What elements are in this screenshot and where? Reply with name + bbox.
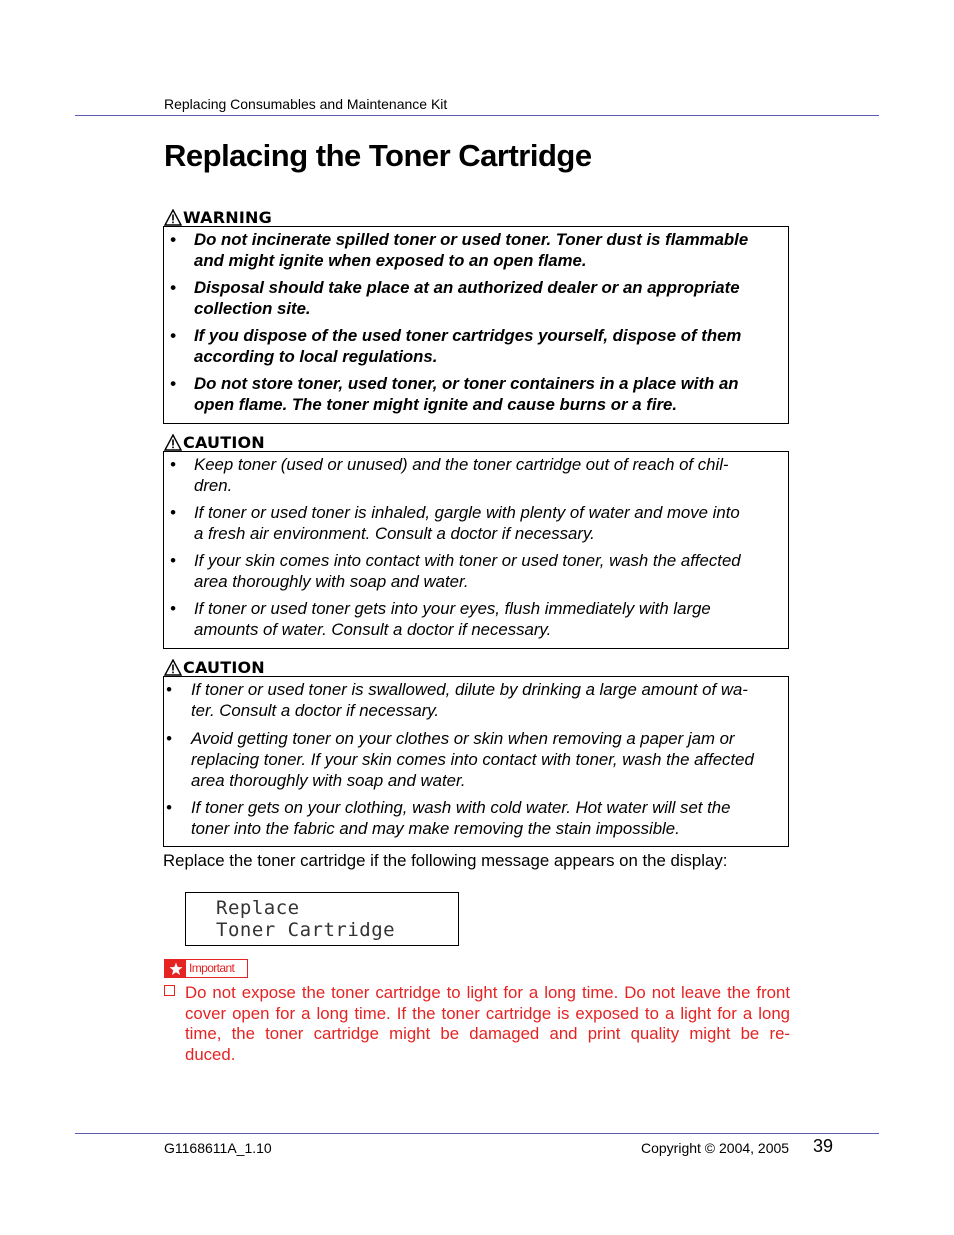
list-item — [166, 679, 748, 721]
bullet: • — [170, 599, 176, 618]
list-item-line: If you dispose of the used toner cartridges yourself, dispose of them — [194, 326, 742, 345]
warning-label — [164, 207, 272, 227]
list-item — [170, 550, 741, 592]
bullet: • — [166, 798, 172, 817]
star-icon — [165, 960, 186, 977]
list-item-line: Avoid getting toner on your clothes or skin when removing a paper jam or — [191, 729, 735, 748]
list-item-line: Do not incinerate spilled toner or used toner. Toner dust is flammable — [194, 230, 749, 249]
copyright: Copyright © 2004, 2005 — [641, 1140, 790, 1156]
caution-label — [164, 657, 265, 677]
bullet: • — [170, 326, 176, 345]
warning-box — [163, 226, 789, 424]
checkbox-icon — [164, 985, 175, 996]
list-item — [170, 325, 741, 367]
important-line: duced. — [185, 1044, 236, 1064]
caution-label-text: CAUTION — [183, 432, 265, 452]
bullet: • — [170, 503, 176, 522]
important-line: time, the toner cartridge might be damaged and print quality might be re- — [185, 1024, 790, 1043]
list-item-line: If toner gets on your clothing, wash with cold water. Hot water will set the — [191, 798, 731, 817]
caution-box — [163, 451, 789, 649]
bullet: • — [170, 551, 176, 570]
bullet: • — [170, 278, 176, 297]
header-rule — [75, 115, 879, 116]
list-item — [170, 502, 740, 544]
doc-id: G1168611A_1.10 — [164, 1140, 272, 1156]
important-badge — [164, 959, 248, 978]
list-item-line: a fresh air environment. Consult a doctor if necessary. — [194, 524, 595, 543]
caution-label — [164, 432, 265, 452]
warning-triangle-icon — [164, 659, 182, 676]
list-item-line: replacing toner. If your skin comes into contact with toner, wash the affected — [191, 750, 754, 769]
list-item-line: amounts of water. Consult a doctor if necessary. — [194, 620, 552, 639]
important-line: cover open for a long time. If the toner cartridge is exposed to a light for a long — [185, 1003, 790, 1023]
list-item — [170, 454, 729, 496]
list-item-line: dren. — [194, 476, 233, 495]
list-item — [170, 277, 740, 319]
bullet: • — [170, 230, 176, 249]
list-item — [166, 797, 730, 839]
caution-label-text: CAUTION — [183, 657, 265, 677]
important-line: Do not expose the toner cartridge to light for a long time. Do not leave the front — [185, 983, 790, 1002]
important-note — [185, 983, 790, 1065]
list-item-line: area thoroughly with soap and water. — [194, 572, 469, 591]
warning-triangle-icon — [164, 209, 182, 226]
list-item-line: and might ignite when exposed to an open flame. — [194, 251, 587, 270]
warning-triangle-icon — [164, 434, 182, 451]
display-line: Replace — [216, 897, 300, 919]
list-item-line: Do not store toner, used toner, or toner containers in a place with an — [194, 374, 739, 393]
list-item-line: Keep toner (used or unused) and the toner cartridge out of reach of chil- — [194, 455, 729, 474]
running-head: Replacing Consumables and Maintenance Kit — [164, 96, 448, 112]
list-item-line: toner into the fabric and may make removing the stain impossible. — [191, 819, 680, 838]
caution-box — [163, 676, 789, 847]
list-item-line: If toner or used toner is inhaled, gargle with plenty of water and move into — [194, 503, 740, 522]
list-item-line: open flame. The toner might ignite and cause burns or a fire. — [194, 395, 678, 414]
display-line: Toner Cartridge — [216, 919, 396, 941]
page-number: 39 — [813, 1136, 834, 1156]
important-label: Important — [189, 961, 235, 975]
list-item — [170, 229, 748, 271]
footer-rule — [75, 1133, 879, 1134]
bullet: • — [170, 455, 176, 474]
page-title: Replacing the Toner Cartridge — [164, 138, 592, 173]
list-item-line: If your skin comes into contact with toner or used toner, wash the affected — [194, 551, 741, 570]
list-item-line: ter. Consult a doctor if necessary. — [191, 701, 440, 720]
list-item-line: If toner or used toner is swallowed, dilute by drinking a large amount of wa- — [191, 680, 748, 699]
display-message-box — [185, 892, 459, 946]
list-item-line: according to local regulations. — [194, 347, 438, 366]
list-item-line: If toner or used toner gets into your eyes, flush immediately with large — [194, 599, 711, 618]
bullet: • — [166, 729, 172, 748]
bullet: • — [166, 680, 172, 699]
warning-label-text: WARNING — [183, 207, 272, 227]
list-item — [170, 373, 739, 415]
list-item — [170, 598, 711, 640]
bullet: • — [170, 374, 176, 393]
list-item-line: collection site. — [194, 299, 311, 318]
intro-paragraph: Replace the toner cartridge if the following message appears on the display: — [163, 851, 728, 870]
list-item-line: area thoroughly with soap and water. — [191, 771, 466, 790]
list-item-line: Disposal should take place at an authorized dealer or an appropriate — [194, 278, 740, 297]
list-item — [166, 728, 754, 791]
